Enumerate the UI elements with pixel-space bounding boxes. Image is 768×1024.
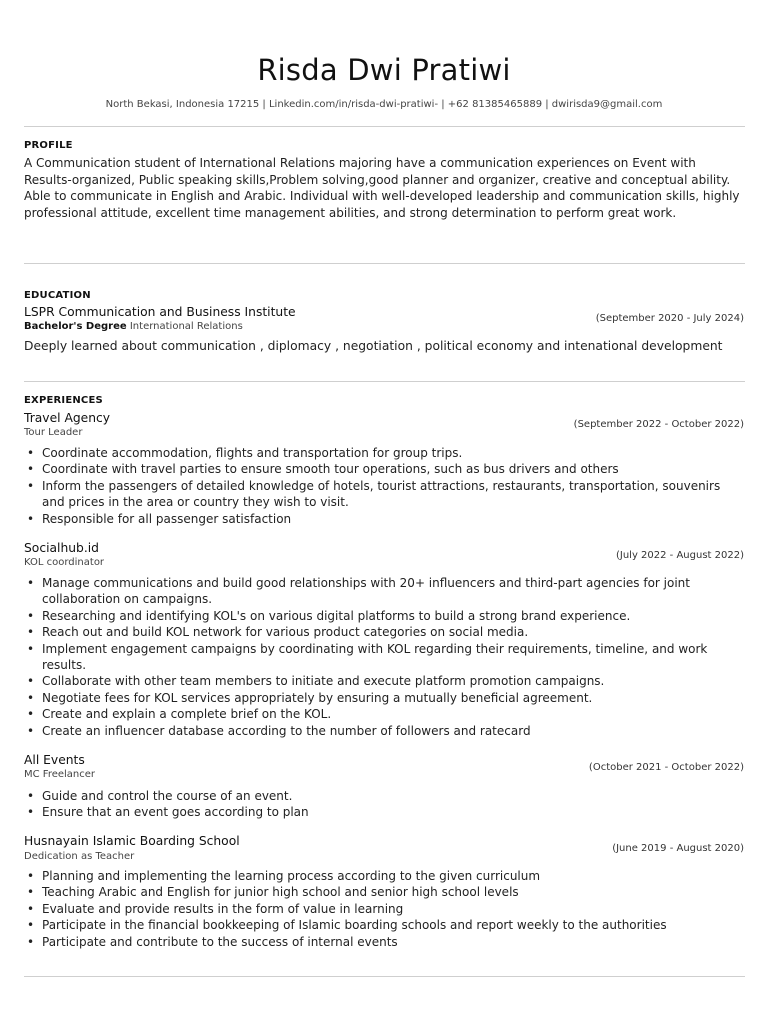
list-item: • Ensure that an event goes according to plan — [24, 804, 745, 820]
list-item: • Guide and control the course of an event. — [24, 788, 745, 804]
list-item: • Researching and identifying KOL's on various digital platforms to build a strong brand experience. — [24, 608, 745, 624]
education-heading: EDUCATION — [24, 290, 91, 301]
experience-dates: (September 2022 - October 2022) — [573, 419, 744, 430]
list-item: • Create and explain a complete brief on the KOL. — [24, 706, 745, 722]
education-institution: LSPR Communication and Business Institute — [24, 305, 296, 319]
profile-heading: PROFILE — [24, 140, 73, 151]
list-item: • Evaluate and provide results in the form of value in learning — [24, 901, 745, 917]
list-item: • Inform the passengers of detailed knowledge of hotels, tourist attractions, restaurants, transportation, souvenirs and prices in the area or country they wish to visit. — [24, 478, 745, 511]
experience-dates: (October 2021 - October 2022) — [588, 762, 744, 773]
education-description: Deeply learned about communication , diplomacy , negotiation , political economy and intenational development — [24, 339, 723, 353]
divider — [24, 263, 745, 264]
experience-bullets — [24, 788, 745, 821]
list-item: • Negotiate fees for KOL services appropriately by ensuring a mutually beneficial agreement. — [24, 690, 745, 706]
list-item: • Coordinate accommodation, flights and transportation for group trips. — [24, 445, 745, 461]
resume-name: Risda Dwi Pratiwi — [257, 53, 511, 87]
list-item: • Teaching Arabic and English for junior high school and senior high school levels — [24, 884, 745, 900]
experience-dates: (June 2019 - August 2020) — [612, 843, 744, 854]
experiences-heading: EXPERIENCES — [24, 395, 103, 406]
experience-org: Husnayain Islamic Boarding School — [24, 834, 240, 848]
profile-summary: A Communication student of International Relations majoring have a communication experiences on Event with Results-organized, Public speaking skills,Problem solving,good planner and organizer, creative and conceptual ability. Able to communicate in English and Arabic. Individual with well-developed leadership and communication skills, highly professional attitude, excellent time management abilities, and strong determination to perform great work. — [24, 156, 740, 220]
list-item: • Coordinate with travel parties to ensure smooth tour operations, such as bus drivers and others — [24, 461, 745, 477]
divider — [24, 126, 745, 127]
experience-role: Dedication as Teacher — [24, 851, 135, 862]
list-item: • Implement engagement campaigns by coordinating with KOL regarding their requirements, timeline, and work results. — [24, 641, 745, 674]
list-item: • Responsible for all passenger satisfaction — [24, 511, 745, 527]
list-item: • Reach out and build KOL network for various product categories on social media. — [24, 624, 745, 640]
experience-role: KOL coordinator — [24, 557, 105, 568]
list-item: • Manage communications and build good relationships with 20+ influencers and third-part agencies for joint collaboration on campaigns. — [24, 575, 745, 608]
experience-bullets — [24, 575, 745, 739]
education-major: International Relations — [129, 321, 243, 332]
experience-bullets — [24, 868, 745, 950]
experience-org: Travel Agency — [24, 411, 111, 425]
list-item: • Participate in the financial bookkeeping of Islamic boarding schools and report weekly to the authorities — [24, 917, 745, 933]
education-degree-line — [24, 321, 243, 332]
list-item: • Participate and contribute to the success of internal events — [24, 934, 745, 950]
experience-role: MC Freelancer — [24, 769, 96, 780]
list-item: • Planning and implementing the learning process according to the given curriculum — [24, 868, 745, 884]
divider — [24, 381, 745, 382]
experience-org: All Events — [24, 753, 85, 767]
education-degree: Bachelor's Degree — [24, 321, 127, 332]
contact-line: North Bekasi, Indonesia 17215 | Linkedin.com/in/risda-dwi-pratiwi- | +62 81385465889 | dwirisda9@gmail.com — [105, 99, 663, 110]
experience-role: Tour Leader — [24, 427, 83, 438]
list-item: • Create an influencer database according to the number of followers and ratecard — [24, 723, 745, 739]
experience-org: Socialhub.id — [24, 541, 99, 555]
list-item: • Collaborate with other team members to initiate and execute platform promotion campaigns. — [24, 673, 745, 689]
experience-bullets — [24, 445, 745, 527]
education-dates: (September 2020 - July 2024) — [595, 313, 744, 324]
divider — [24, 976, 745, 977]
experience-dates: (July 2022 - August 2022) — [615, 550, 744, 561]
